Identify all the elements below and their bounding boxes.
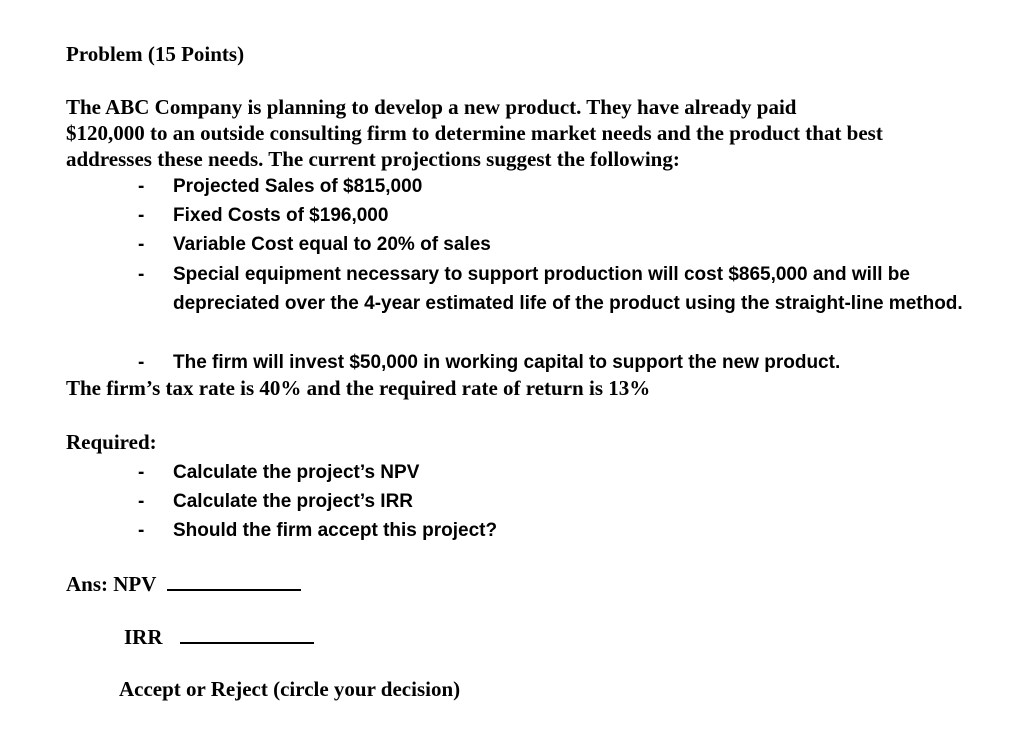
- list-dash: -: [138, 176, 145, 197]
- projection-variable-cost: Variable Cost equal to 20% of sales: [173, 234, 491, 255]
- intro-paragraph: [66, 94, 883, 172]
- list-dash: -: [138, 520, 145, 541]
- projection-working-capital: The firm will invest $50,000 in working capital to support the new product.: [173, 352, 841, 373]
- required-heading: Required:: [66, 430, 157, 454]
- tax-rate-statement: The firm’s tax rate is 40% and the required rate of return is 13%: [66, 376, 651, 400]
- list-dash: -: [138, 264, 145, 285]
- required-npv: Calculate the project’s NPV: [173, 462, 420, 483]
- list-dash: -: [138, 352, 145, 373]
- list-dash: -: [138, 462, 145, 483]
- npv-label: Ans: NPV: [66, 572, 157, 596]
- list-dash: -: [138, 491, 145, 512]
- required-decision: Should the firm accept this project?: [173, 520, 498, 541]
- npv-answer-blank[interactable]: [167, 587, 301, 591]
- list-dash: -: [138, 205, 145, 226]
- list-dash: -: [138, 234, 145, 255]
- projection-sales: Projected Sales of $815,000: [173, 176, 423, 197]
- intro-line-1: The ABC Company is planning to develop a new product. They have already paid: [66, 95, 797, 119]
- projection-equipment: Special equipment necessary to support production will cost $865,000 and will be depreciated over the 4-year estimated life of the product using the straight-line method.: [173, 264, 963, 314]
- intro-line-2: $120,000 to an outside consulting firm to determine market needs and the product that best: [66, 121, 883, 145]
- irr-answer-blank[interactable]: [180, 640, 314, 644]
- irr-label: IRR: [124, 625, 163, 649]
- problem-title: Problem (15 Points): [66, 42, 245, 66]
- intro-line-3: addresses these needs. The current projections suggest the following:: [66, 147, 680, 171]
- decision-line: Accept or Reject (circle your decision): [119, 677, 461, 701]
- projection-fixed-costs: Fixed Costs of $196,000: [173, 205, 389, 226]
- irr-answer-row: [124, 625, 314, 650]
- npv-answer-row: [66, 572, 301, 597]
- required-irr: Calculate the project’s IRR: [173, 491, 414, 512]
